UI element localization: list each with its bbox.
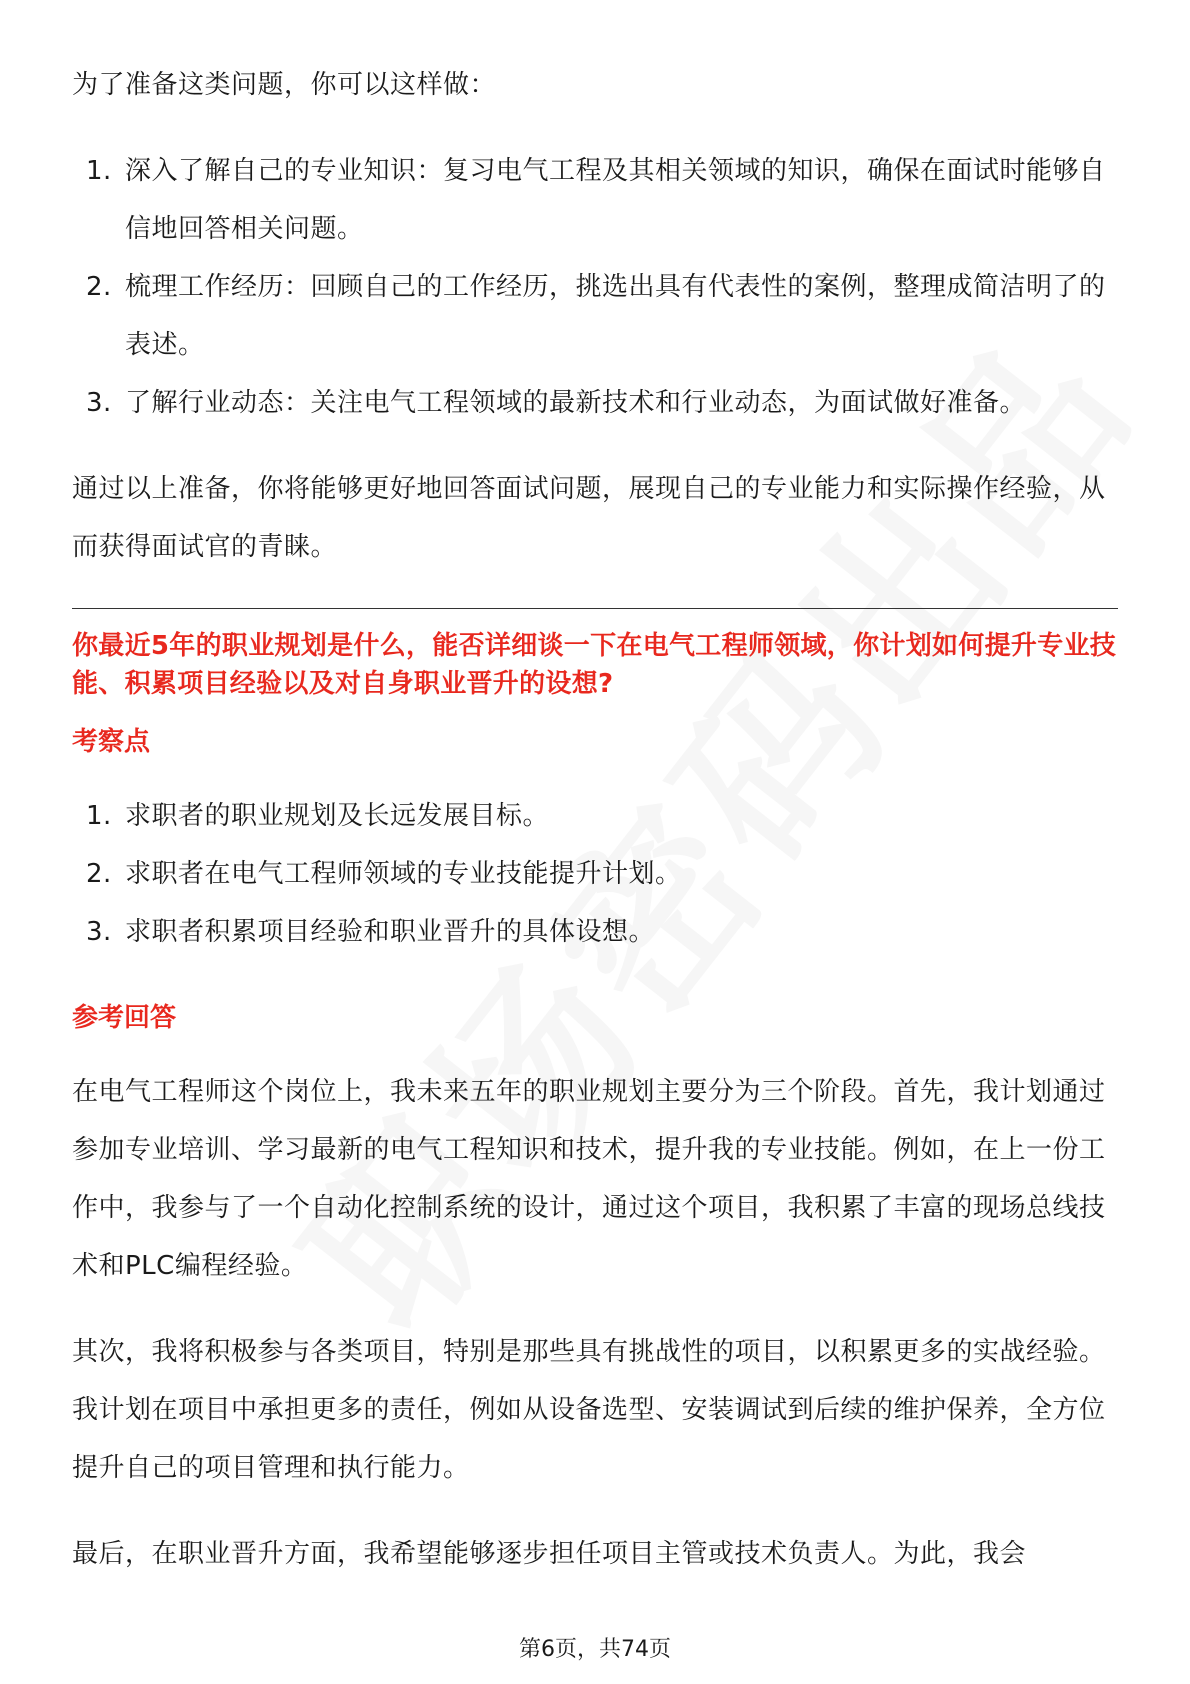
list-item-text: 求职者在电气工程师领域的专业技能提升计划。 xyxy=(125,859,682,889)
list-item xyxy=(72,142,1118,258)
list-item-text: 深入了解自己的专业知识：复习电气工程及其相关领域的知识，确保在面试时能够自信地回答相关问题。 xyxy=(125,156,1106,244)
list-item xyxy=(72,845,1118,903)
summary-paragraph: 通过以上准备，你将能够更好地回答面试问题，展现自己的专业能力和实际操作经验，从而获得面试官的青睐。 xyxy=(72,474,1106,562)
page-content xyxy=(72,56,1118,1583)
question-heading: 你最近5年的职业规划是什么，能否详细谈一下在电气工程师领域，你计划如何提升专业技能、积累项目经验以及对自身职业晋升的设想? xyxy=(72,631,1117,699)
assessment-list xyxy=(72,787,1118,961)
list-item-text: 求职者积累项目经验和职业晋升的具体设想。 xyxy=(125,917,656,947)
list-number: 1. xyxy=(86,156,112,186)
answer-paragraph-1: 在电气工程师这个岗位上，我未来五年的职业规划主要分为三个阶段。首先，我计划通过参加专业培训、学习最新的电气工程知识和技术，提升我的专业技能。例如，在上一份工作中，我参与了一个自动化控制系统的设计，通过这个项目，我积累了丰富的现场总线技术和PLC编程经验。 xyxy=(72,1077,1106,1281)
answer-paragraph-3: 最后，在职业晋升方面，我希望能够逐步担任项目主管或技术负责人。为此，我会 xyxy=(72,1539,1027,1569)
assessment-heading: 考察点 xyxy=(72,727,151,757)
list-number: 3. xyxy=(86,388,112,418)
list-number: 2. xyxy=(86,859,112,889)
list-item xyxy=(72,258,1118,374)
list-item-text: 求职者的职业规划及长远发展目标。 xyxy=(125,801,550,831)
intro-paragraph: 为了准备这类问题，你可以这样做： xyxy=(72,70,497,100)
list-item-text: 梳理工作经历：回顾自己的工作经历，挑选出具有代表性的案例，整理成简洁明了的表述。 xyxy=(125,272,1106,360)
answer-paragraph-2: 其次，我将积极参与各类项目，特别是那些具有挑战性的项目，以积累更多的实战经验。我计划在项目中承担更多的责任，例如从设备选型、安装调试到后续的维护保养，全方位提升自己的项目管理和执行能力。 xyxy=(72,1337,1106,1483)
prep-list xyxy=(72,142,1118,432)
list-item xyxy=(72,374,1118,432)
page-footer: 第6页，共74页 xyxy=(519,1637,671,1662)
list-number: 2. xyxy=(86,272,112,302)
list-number: 1. xyxy=(86,801,112,831)
list-item xyxy=(72,903,1118,961)
list-number: 3. xyxy=(86,917,112,947)
list-item-text: 了解行业动态：关注电气工程领域的最新技术和行业动态，为面试做好准备。 xyxy=(125,388,1027,418)
answer-heading: 参考回答 xyxy=(72,1003,177,1033)
list-item xyxy=(72,787,1118,845)
section-divider xyxy=(72,608,1118,609)
